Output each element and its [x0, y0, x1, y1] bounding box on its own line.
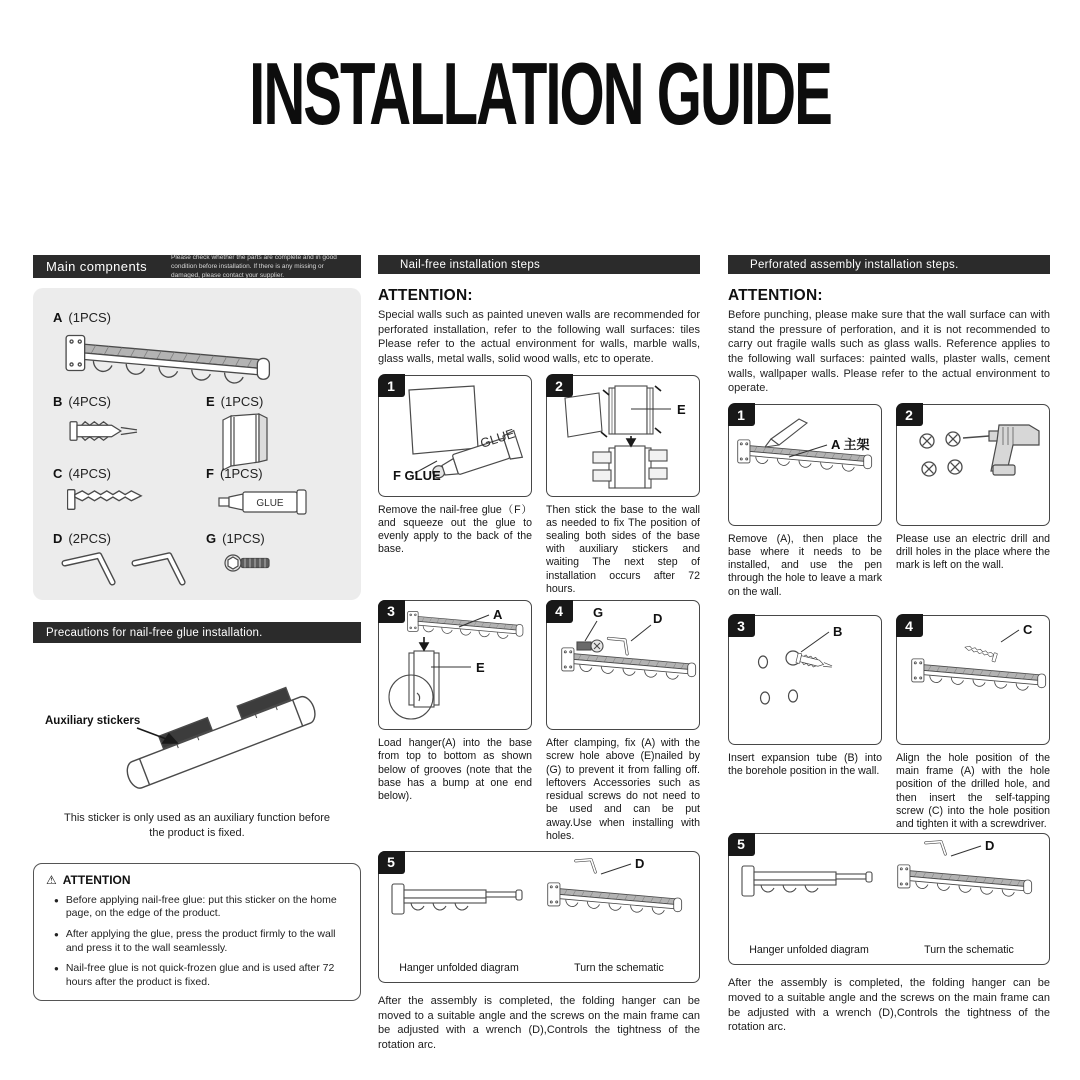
main-components-column	[33, 255, 361, 1001]
bullet-icon: ●	[54, 964, 59, 974]
mid-step-3	[378, 600, 532, 843]
part-b-anchor-diagram	[67, 416, 147, 446]
right-step-3	[728, 615, 882, 831]
part-g-label	[206, 531, 265, 546]
main-components-title: Main compnents	[46, 259, 147, 274]
right-step-2-caption: Please use an electric drill and drill holes in the place where the mark is left on the wall.	[896, 532, 1050, 572]
mid-step-4-caption: After clamping, fix (A) with the screw hole above (E)nailed by (G) to prevent it from falling off. leftovers Accessories such as residual screws do not need to be used and can be put away.Use when installing with holes.	[546, 737, 700, 842]
e-label: E	[677, 401, 686, 417]
part-a-letter: A	[53, 310, 63, 325]
part-f-qty: (1PCS)	[219, 466, 263, 481]
mid-step-4	[546, 600, 700, 843]
page-title: INSTALLATION GUIDE	[249, 44, 831, 143]
mid-step-2-card	[546, 375, 700, 497]
part-c-label	[53, 466, 111, 481]
step-number-badge: 1	[378, 374, 405, 397]
auxiliary-sticker-figure	[33, 643, 361, 801]
mid-step-5	[378, 851, 700, 983]
part-a-qty: (1PCS)	[68, 310, 112, 325]
right-step-4-card	[896, 615, 1050, 745]
mid-attention-title: ATTENTION:	[378, 287, 473, 304]
right-step-4-caption: Align the hole position of the main frame (A) with the hole position of the drilled hole, and then insert the self-tapping screw (C) into the hole position and tighten it with a screwdriver.	[896, 751, 1050, 831]
step-number-badge: 3	[728, 614, 755, 637]
part-f-glue-diagram	[215, 488, 315, 516]
right-attention-text: Before punching, please make sure that the wall surface can with stand the pressure of perforation, and it is not recommended to carry out fragile walls such as glass walls. Reference applies to the following wall surfaces: painted walls, plaster walls, cement walls, wallpaper walls. Please refer to the actual environment to operate.	[728, 309, 1050, 395]
part-e-qty: (1PCS)	[220, 394, 264, 409]
right-step-1-caption: Remove (A), then place the base where it needs to be installed, and use the pen through the hole to leave a mark on the wall.	[728, 532, 882, 598]
c-label: C	[1023, 621, 1033, 637]
mid-step-1-card	[378, 375, 532, 497]
bullet-icon: ●	[54, 895, 59, 905]
auxiliary-stickers-label: Auxiliary stickers	[45, 715, 141, 727]
right-step-2-card	[896, 404, 1050, 526]
part-d-letter: D	[53, 531, 63, 546]
right-step-5-card	[728, 833, 1050, 965]
step-number-badge: 2	[896, 403, 923, 426]
part-a-hanger-diagram	[65, 330, 275, 388]
step-number-badge: 5	[728, 833, 755, 856]
mid-step-5-card	[378, 851, 700, 983]
attention-bullet-2	[46, 928, 348, 955]
turn-schematic-caption: Turn the schematic	[924, 944, 1014, 957]
mid-step-3-caption: Load hanger(A) into the base from top to bottom as shown below of grooves (note that the base has a bump at one end below).	[378, 737, 532, 803]
turn-schematic-caption: Turn the schematic	[574, 962, 664, 975]
right-step-3-caption: Insert expansion tube (B) into the borehole position in the wall.	[728, 751, 882, 778]
attention-bullet-2-text: After applying the glue, press the product firmly to the wall and press it to the wall seamlessly.	[65, 928, 336, 954]
attention-bullet-1-text: Before applying nail-free glue: put this sticker on the home page, on the edge of the product.	[65, 893, 337, 920]
part-c-qty: (4PCS)	[68, 466, 112, 481]
part-b-qty: (4PCS)	[68, 394, 112, 409]
hanger-unfolded-caption: Hanger unfolded diagram	[749, 944, 869, 957]
mid-step-5-diagram	[379, 852, 698, 948]
glue-text: GLUE	[256, 498, 284, 509]
mid-step-2	[546, 375, 700, 597]
bullet-icon: ●	[54, 930, 59, 940]
attention-bullet-3-text: Nail-free glue is not quick-frozen glue and is used after 72 hours after the product is fixed.	[65, 962, 335, 988]
mid-step-3-card	[378, 600, 532, 730]
right-step-1-card	[728, 404, 882, 526]
d-label: D	[985, 838, 995, 854]
mid-steps-row-1	[378, 375, 700, 597]
step-number-badge: 1	[728, 403, 755, 426]
attention-box-title: ATTENTION	[62, 872, 131, 887]
part-g-letter: G	[206, 531, 217, 546]
b-label: B	[833, 623, 843, 639]
attention-box	[33, 863, 361, 1001]
f-glue-label: F GLUE	[393, 467, 441, 483]
mid-steps-row-3	[378, 851, 700, 983]
a-label: A	[493, 607, 503, 623]
sticker-note: This sticker is only used as an auxiliary function before the product is fixed.	[64, 812, 330, 840]
right-attention-title: ATTENTION:	[728, 287, 823, 304]
right-step-5-captions	[729, 944, 1049, 956]
mid-steps-row-2	[378, 600, 700, 843]
step-number-badge: 2	[546, 374, 573, 397]
part-e-clip-diagram	[219, 410, 275, 472]
part-c-screw-diagram	[67, 486, 149, 513]
attention-box-header	[46, 873, 348, 887]
part-c-letter: C	[53, 466, 63, 481]
perforated-header-title: Perforated assembly installation steps.	[750, 258, 959, 271]
part-g-qty: (1PCS)	[222, 531, 265, 546]
perforated-header-bar	[728, 255, 1050, 274]
right-step-3-card	[728, 615, 882, 745]
precautions-title: Precautions for nail-free glue installation.	[46, 626, 263, 639]
mid-attention-text: Special walls such as painted uneven walls are recommended for perforated installation, refer to the following wall surfaces: tiles Please refer to the actual environment for walls, marble walls, glass walls, metal walls, solid wood walls, etc to operate.	[378, 309, 700, 365]
nail-free-steps-column	[378, 255, 700, 1053]
parts-panel	[33, 288, 361, 600]
part-b-letter: B	[53, 394, 63, 409]
right-step-4	[896, 615, 1050, 831]
perforated-steps-column	[728, 255, 1050, 1035]
precautions-header-bar	[33, 622, 361, 643]
part-f-label	[206, 466, 263, 481]
step-number-badge: 3	[378, 600, 405, 623]
g-label: G	[593, 605, 604, 621]
glue-tube-text: GLUE	[478, 425, 517, 451]
part-a-label	[53, 310, 111, 325]
part-b-label	[53, 394, 111, 409]
part-g-bolt-diagram	[223, 552, 279, 574]
parts-check-note: Please check whether the parts are complete and in good condition before installation. If there is any missing or damaged, please contact your supplier.	[171, 253, 337, 280]
right-step-5-diagram	[729, 834, 1048, 930]
d-label: D	[653, 611, 663, 627]
mid-step-1-caption: Remove the nail-free glue（F）and squeeze out the glue to evenly apply to the back of the base.	[378, 503, 532, 556]
step-number-badge: 4	[896, 614, 923, 637]
part-d-hexkeys-diagram	[59, 548, 199, 594]
right-steps-row-2	[728, 615, 1050, 831]
a-main-frame-label: A 主架	[831, 436, 870, 452]
step-number-badge: 5	[378, 851, 405, 874]
mid-step-4-card	[546, 600, 700, 730]
mid-footer-text: After the assembly is completed, the folding hanger can be moved to a suitable angle and the screws on the main frame can be adjusted with a wrench (D),Controls the tightness of the rotation arc.	[378, 995, 700, 1051]
mid-step-2-caption: Then stick the base to the wall as needed to fix The position of sealing both sides of the base with auxiliary stickers and waiting The next step of installation occurs after 72 hours.	[546, 503, 700, 595]
main-components-header-bar	[33, 255, 361, 278]
part-d-label	[53, 531, 111, 546]
part-e-letter: E	[206, 394, 215, 409]
part-f-letter: F	[206, 466, 214, 481]
attention-bullet-1	[46, 894, 348, 921]
attention-bullet-3	[46, 962, 348, 989]
right-step-1	[728, 404, 882, 599]
mid-step-1	[378, 375, 532, 597]
warning-icon: ⚠	[46, 872, 57, 887]
right-steps-row-3	[728, 833, 1050, 965]
nail-free-header-title: Nail-free installation steps	[400, 258, 541, 271]
nail-free-header-bar	[378, 255, 700, 274]
right-step-2	[896, 404, 1050, 599]
mid-step-5-captions	[379, 962, 699, 974]
e-label: E	[476, 660, 485, 676]
right-step-5	[728, 833, 1050, 965]
right-footer-text: After the assembly is completed, the folding hanger can be moved to a suitable angle and the screws on the main frame can be adjusted with a wrench (D),Controls the tightness of the rotation arc.	[728, 977, 1050, 1034]
step-number-badge: 4	[546, 600, 573, 623]
right-steps-row-1	[728, 404, 1050, 599]
d-label: D	[635, 856, 645, 872]
hanger-unfolded-caption: Hanger unfolded diagram	[399, 962, 519, 975]
part-d-qty: (2PCS)	[68, 531, 112, 546]
part-e-label	[206, 394, 263, 409]
